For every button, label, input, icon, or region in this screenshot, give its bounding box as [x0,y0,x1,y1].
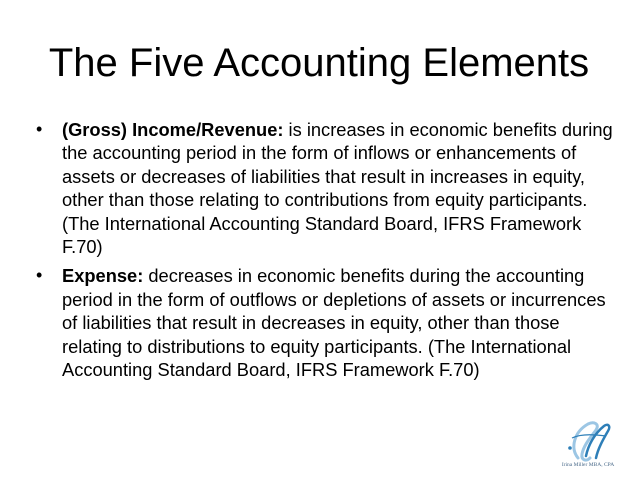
bullet-list [36,118,616,387]
bullet-dot-icon: • [36,265,43,286]
bullet-text: decreases in economic benefits during the accounting period in the form of outflows or depletions of assets or incurrences of liabilities that result in decreases in equity, other than those relating to distributions to equity participants. (The International Accounting Standard Board, IFRS Framework F.70) [62,265,606,381]
bullet-dot-icon: • [36,119,43,139]
logo-text: Irina Miller MBA, CPA [561,462,615,468]
bullet-income [36,118,616,258]
logo [548,418,628,474]
bullet-text: is increases in economic benefits during the accounting period in the form of inflows or enhancements of assets or decreases of liabilities that result in increases in equity, other than those relating to contributions from equity participants. (The International Accounting Standard Board, IFRS Framework F.70) [62,119,613,258]
bullet-term: Expense: [62,265,144,287]
bullet-expense [36,264,616,381]
bullet-term: (Gross) Income/Revenue: [62,119,284,140]
logo-monogram-icon [548,418,628,464]
slide-title: The Five Accounting Elements [48,41,590,85]
